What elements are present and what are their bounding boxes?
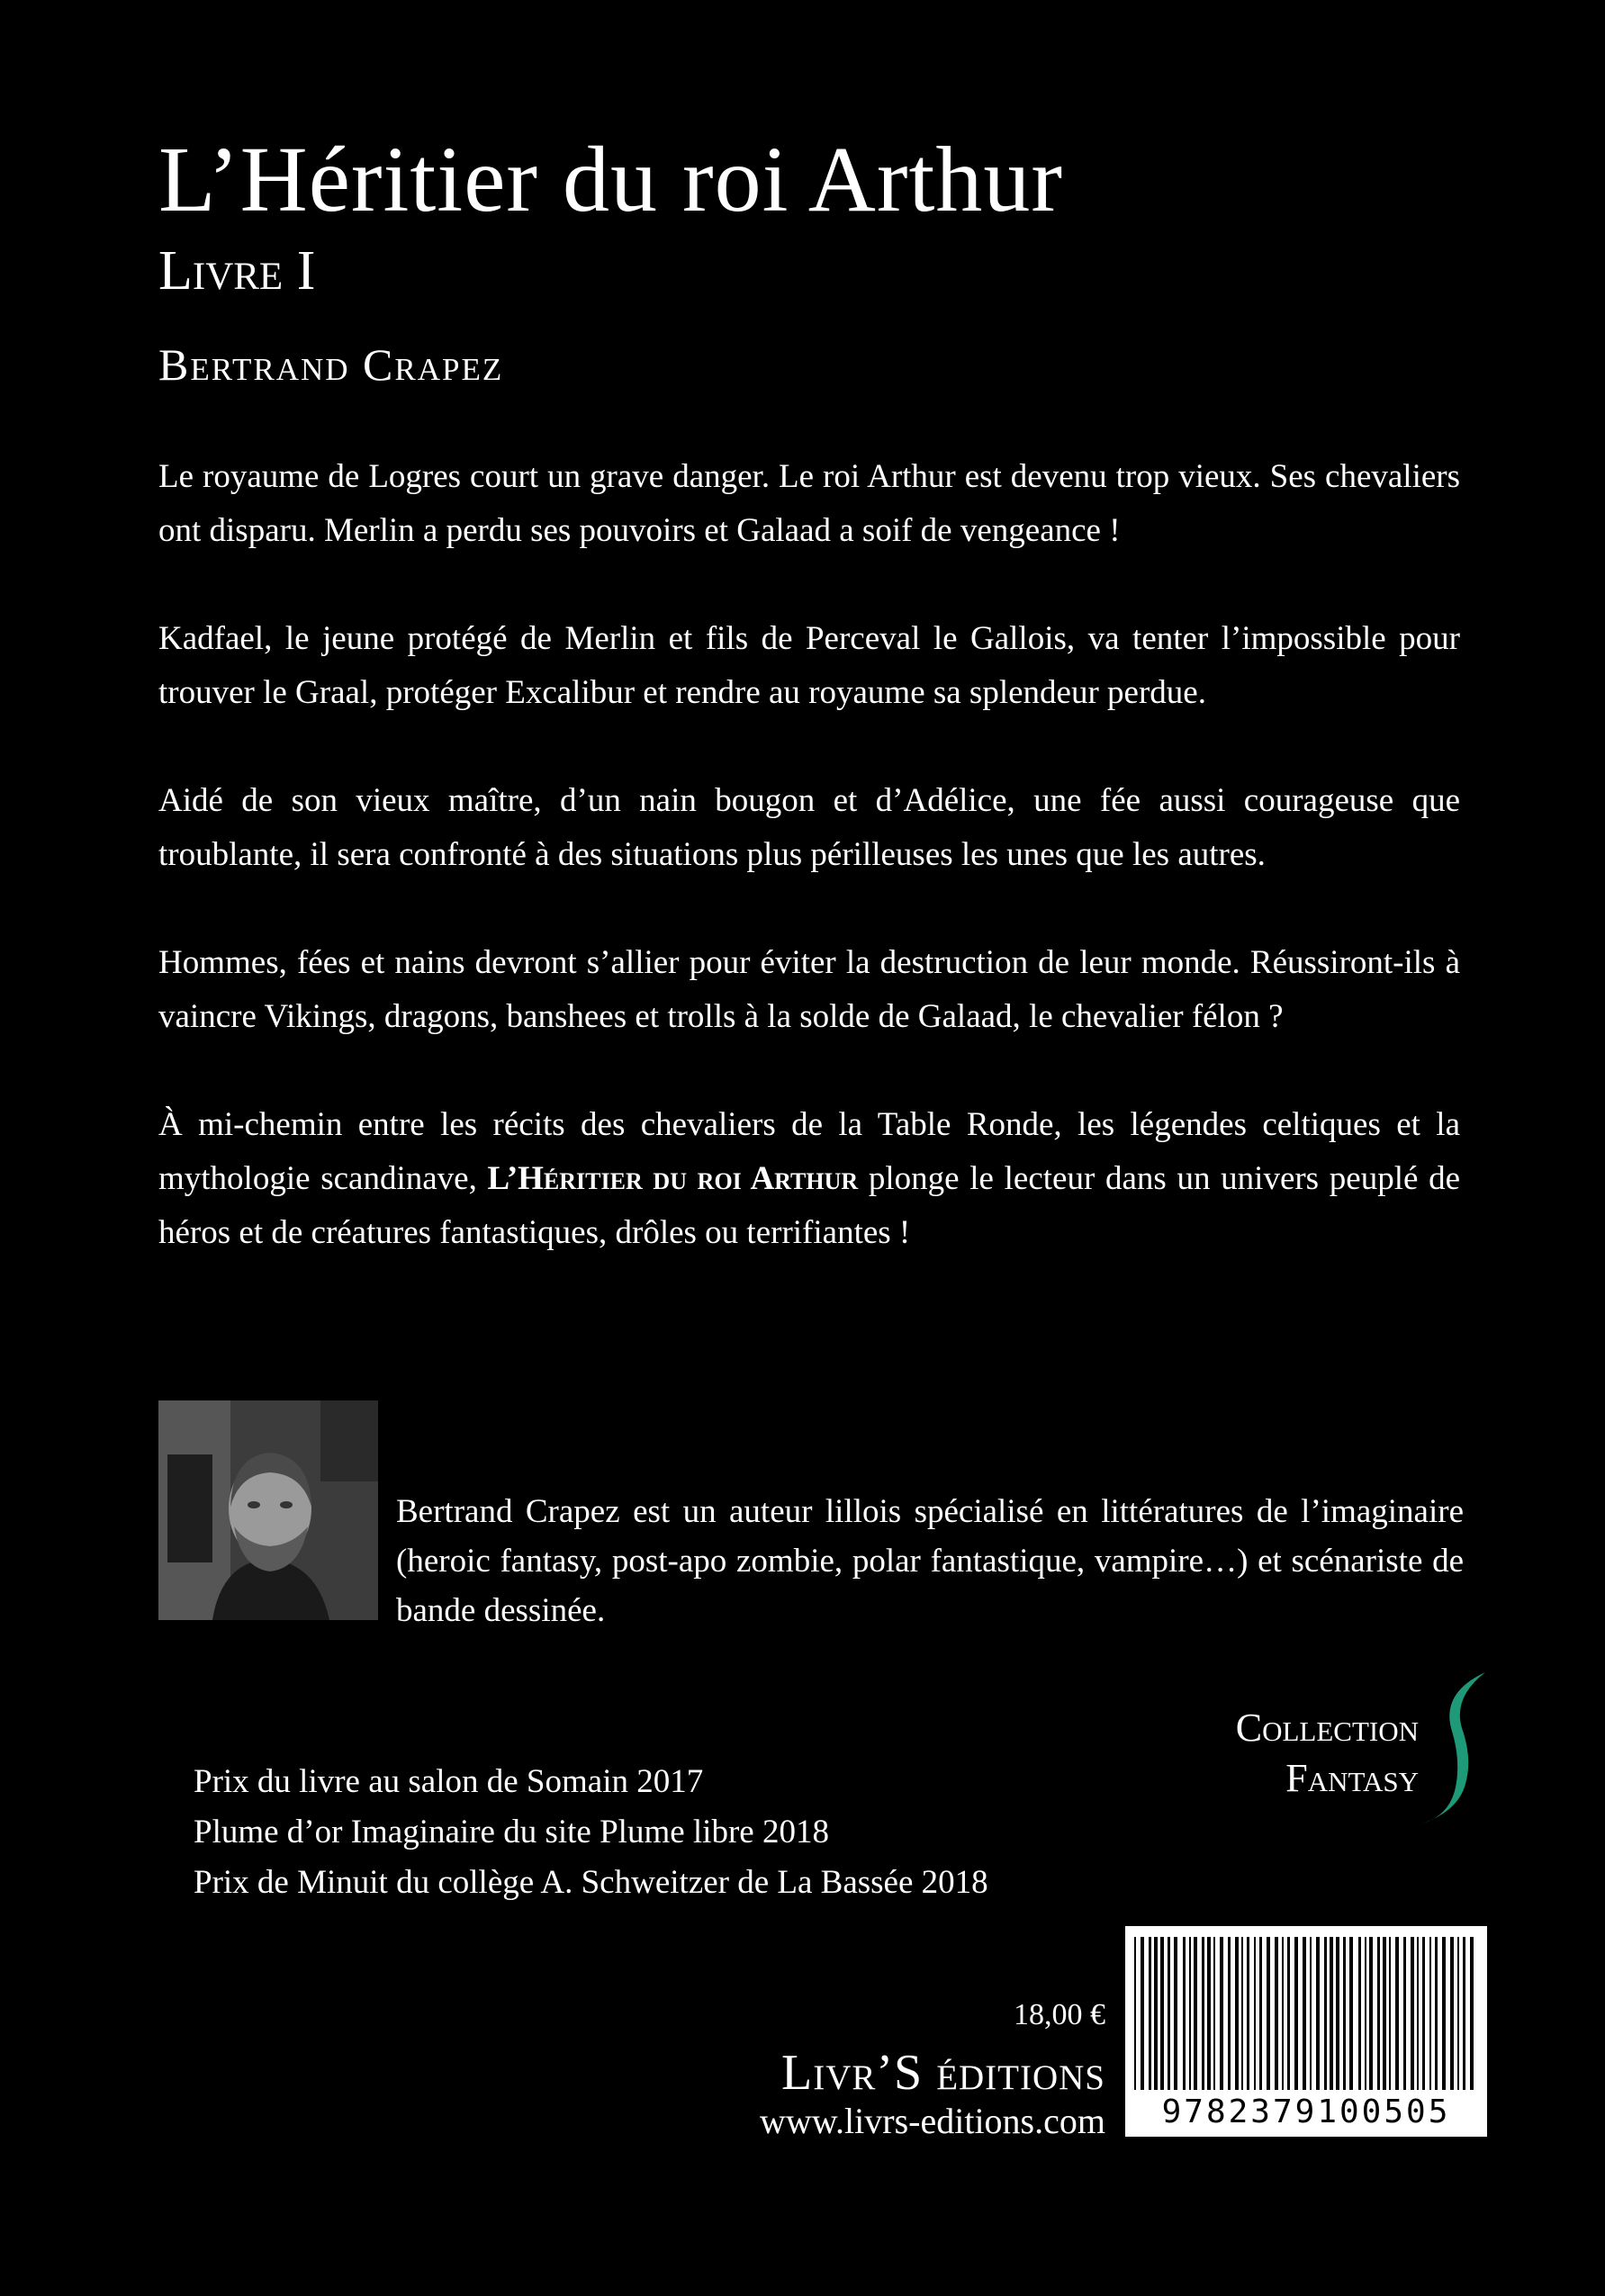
barcode-bar <box>1213 1937 1215 2090</box>
barcode-bar <box>1287 1937 1290 2090</box>
barcode-bar <box>1282 1937 1284 2090</box>
barcode-bar <box>1220 1937 1223 2090</box>
barcode-bar <box>1303 1937 1306 2090</box>
publisher-name: Livr’S éditions <box>781 2045 1105 2101</box>
awards-list <box>194 1757 988 1908</box>
author-bio: Bertrand Crapez est un auteur lillois spécialisé en littératures de l’imaginaire (heroic fantasy, post-apo zombie, polar fantastique, vampire…) et scénariste de bande dessinée. <box>396 1493 1464 1629</box>
barcode-bar <box>1235 1937 1239 2090</box>
barcode-bar <box>1294 1937 1298 2090</box>
barcode-bar <box>1254 1937 1256 2090</box>
author-name: Bertrand Crapez <box>158 339 504 390</box>
barcode-bar <box>1228 1937 1231 2090</box>
barcode-bar <box>1168 1937 1170 2090</box>
barcode-bar <box>1411 1937 1414 2090</box>
barcode-bar <box>1470 1937 1474 2090</box>
synopsis-paragraph-2: Kadfael, le jeune protégé de Merlin et fils de Perceval le Gallois, va tenter l’impossible pour trouver le Graal, protéger Excalibur et rendre au royaume sa splendeur perdue. <box>158 620 1460 711</box>
collection-genre: Fantasy <box>1285 1756 1419 1800</box>
price: 18,00 € <box>1014 1998 1105 2031</box>
barcode-bar <box>1369 1937 1373 2090</box>
barcode-bar <box>1389 1937 1391 2090</box>
barcode-bar <box>1202 1937 1204 2090</box>
book-subtitle: Livre I <box>158 240 316 302</box>
synopsis-p5-before: À mi-chemin entre les récits des chevaliers de la Table Ronde, les légendes celtiques et la mythologie scandinave, <box>158 1106 1460 1197</box>
barcode-bar <box>1160 1937 1164 2090</box>
publisher-url: www.livrs-editions.com <box>759 2100 1105 2141</box>
barcode-bar <box>1259 1937 1262 2090</box>
award-item: Plume d’or Imaginaire du site Plume libre 2018 <box>194 1814 829 1850</box>
barcode <box>1125 1926 1487 2137</box>
barcode-bar <box>1141 1937 1144 2090</box>
synopsis-paragraph-1: Le royaume de Logres court un grave danger. Le roi Arthur est devenu trop vieux. Ses chevaliers ont disparu. Merlin a perdu ses pouvoirs et Galaad a soif de vengeance ! <box>158 458 1460 549</box>
author-photo <box>158 1400 378 1620</box>
barcode-bar <box>1149 1937 1151 2090</box>
synopsis <box>158 450 1460 1260</box>
barcode-bar <box>1336 1937 1339 2090</box>
barcode-bar <box>1377 1937 1380 2090</box>
barcode-bar <box>1330 1937 1333 2090</box>
barcode-bar <box>1316 1937 1320 2090</box>
barcode-bar <box>1365 1937 1366 2090</box>
synopsis-inline-title: L’Héritier du roi Arthur <box>487 1160 859 1197</box>
synopsis-paragraph-5 <box>158 1098 1460 1260</box>
synopsis-paragraph-4: Hommes, fées et nains devront s’allier pour éviter la destruction de leur monde. Réussiront-ils à vaincre Vikings, dragons, banshees et trolls à la solde de Galaad, le chevalier félon ? <box>158 944 1460 1035</box>
barcode-number: 9782379100505 <box>1161 2093 1451 2130</box>
barcode-bar <box>1358 1937 1361 2090</box>
barcode-bar <box>1324 1937 1327 2090</box>
barcode-bar <box>1383 1937 1386 2090</box>
collection-s-logo-icon <box>1415 1665 1496 1827</box>
publisher-block <box>630 2000 1105 2143</box>
barcode-bar <box>1435 1937 1438 2090</box>
barcode-bar <box>1429 1937 1431 2090</box>
barcode-bar <box>1134 1937 1136 2090</box>
barcode-bar <box>1442 1937 1446 2090</box>
barcode-bar <box>1174 1937 1177 2090</box>
award-item: Prix de Minuit du collège A. Schweitzer de La Bassée 2018 <box>194 1864 988 1901</box>
barcode-bar <box>1247 1937 1249 2090</box>
barcode-bar <box>1310 1937 1312 2090</box>
barcode-bar <box>1194 1937 1197 2090</box>
barcode-bar <box>1450 1937 1454 2090</box>
barcode-bar <box>1275 1937 1278 2090</box>
barcode-bar <box>1343 1937 1346 2090</box>
barcode-bar <box>1154 1937 1158 2090</box>
collection-label: Collection <box>1235 1706 1419 1750</box>
barcode-bar <box>1207 1937 1211 2090</box>
barcode-bar <box>1457 1937 1459 2090</box>
barcode-bar <box>1403 1937 1406 2090</box>
barcode-bar <box>1395 1937 1399 2090</box>
collection-badge <box>1080 1665 1512 1827</box>
barcode-bar <box>1463 1937 1465 2090</box>
barcode-bar <box>1189 1937 1191 2090</box>
barcode-bar <box>1422 1937 1425 2090</box>
synopsis-p5-after: plonge le lecteur dans un univers peuplé de héros et de créatures fantastiques, drôles ou terrifiantes ! <box>158 1160 1461 1251</box>
award-item: Prix du livre au salon de Somain 2017 <box>194 1763 704 1800</box>
barcode-bar <box>1267 1937 1270 2090</box>
synopsis-paragraph-3: Aidé de son vieux maître, d’un nain bougon et d’Adélice, une fée aussi courageuse que troublante, il sera confronté à des situations plus périlleuses les unes que les autres. <box>158 782 1460 873</box>
barcode-bar <box>1183 1937 1186 2090</box>
barcode-bar <box>1349 1937 1353 2090</box>
barcode-bar <box>1417 1937 1419 2090</box>
barcode-bars <box>1125 1926 1487 2093</box>
book-title: L’Héritier du roi Arthur <box>158 128 1064 231</box>
barcode-bar <box>1241 1937 1243 2090</box>
